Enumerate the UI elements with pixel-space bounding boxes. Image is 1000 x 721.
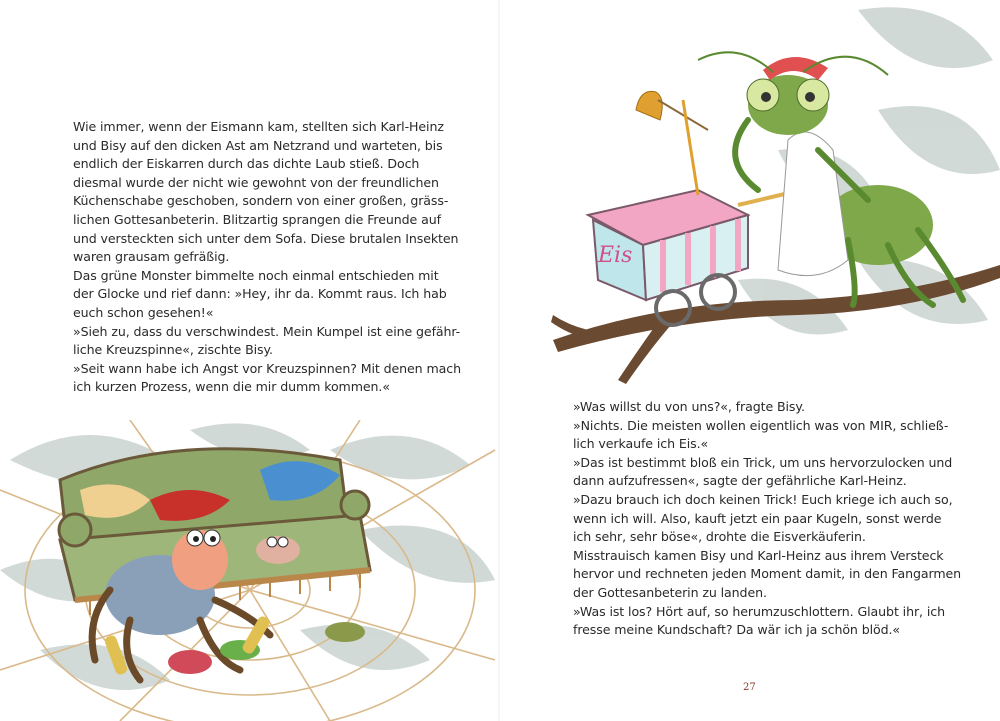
left-page-text [73,118,461,397]
bell-icon [636,91,708,195]
text-line: endlich der Eiskarren durch das dichte Laub stieß. Doch [73,156,420,172]
sofa-spiderweb-illustration [0,420,500,721]
text-line: der Glocke und rief dann: »Hey, ihr da. Kommt raus. Ich hab [73,286,447,302]
text-line: ich kurzen Prozess, wenn die mir dumm kommen.« [73,379,390,395]
text-line: der Gottesanbeterin zu landen. [573,584,767,600]
text-line: und versteckten sich unter dem Sofa. Diese brutalen Insekten [73,230,459,246]
text-line: dann aufzufressen«, sagte der gefährliche Karl-Heinz. [573,473,907,489]
right-page-text [573,398,961,640]
text-line: Misstrauisch kamen Bisy und Karl-Heinz aus ihrem Versteck [573,547,944,563]
text-line: liche Kreuzspinne«, zischte Bisy. [73,342,273,358]
text-line: hervor und rechneten jeden Moment damit, in den Fangarmen [573,566,962,582]
text-line: »Das ist bestimmt bloß ein Trick, um uns hervorzulocken und [573,454,953,470]
text-line: »Nichts. Die meisten wollen eigentlich was von MIR, schließ- [573,417,949,433]
bisy-character [256,536,300,564]
text-line: »Sieh zu, dass du verschwindest. Mein Kumpel ist eine gefähr- [73,323,461,339]
text-line: und Bisy auf den dicken Ast am Netzrand und warteten, bis [73,137,443,153]
text-line: waren grausam gefräßig. [73,249,230,265]
text-line: diesmal wurde der nicht wie gewohnt von der freundlichen [73,174,439,190]
text-line: wenn ich will. Also, kauft jetzt ein paar Kugeln, sonst werde [573,510,942,526]
page-number: 27 [743,682,756,693]
text-line: Wie immer, wenn der Eismann kam, stellten sich Karl-Heinz [73,119,444,134]
text-line: ich sehr, sehr böse«, drohte die Eisverkäuferin. [573,529,866,545]
text-line: Küchenschabe geschoben, sondern von einer großen, gräss- [73,193,449,209]
text-line: »Was willst du von uns?«, fragte Bisy. [573,399,805,414]
text-line: fresse meine Kundschaft? Da wär ich ja schön blöd.« [573,622,901,638]
text-line: lichen Gottesanbeterin. Blitzartig sprangen die Freunde auf [73,211,441,227]
text-line: Das grüne Monster bimmelte noch einmal entschieden mit [73,267,439,283]
text-line: »Was ist los? Hört auf, so herumzuschlottern. Glaubt ihr, ich [573,603,945,619]
text-line: »Dazu brauch ich doch keinen Trick! Euch kriege ich auch so, [573,491,953,507]
text-line: euch schon gesehen!« [73,304,214,320]
text-line: lich verkaufe ich Eis.« [573,436,709,452]
text-line: »Seit wann habe ich Angst vor Kreuzspinnen? Mit denen mach [73,360,461,376]
cart-sign: Eis [598,243,633,268]
mantis-icecart-illustration [548,0,1000,385]
